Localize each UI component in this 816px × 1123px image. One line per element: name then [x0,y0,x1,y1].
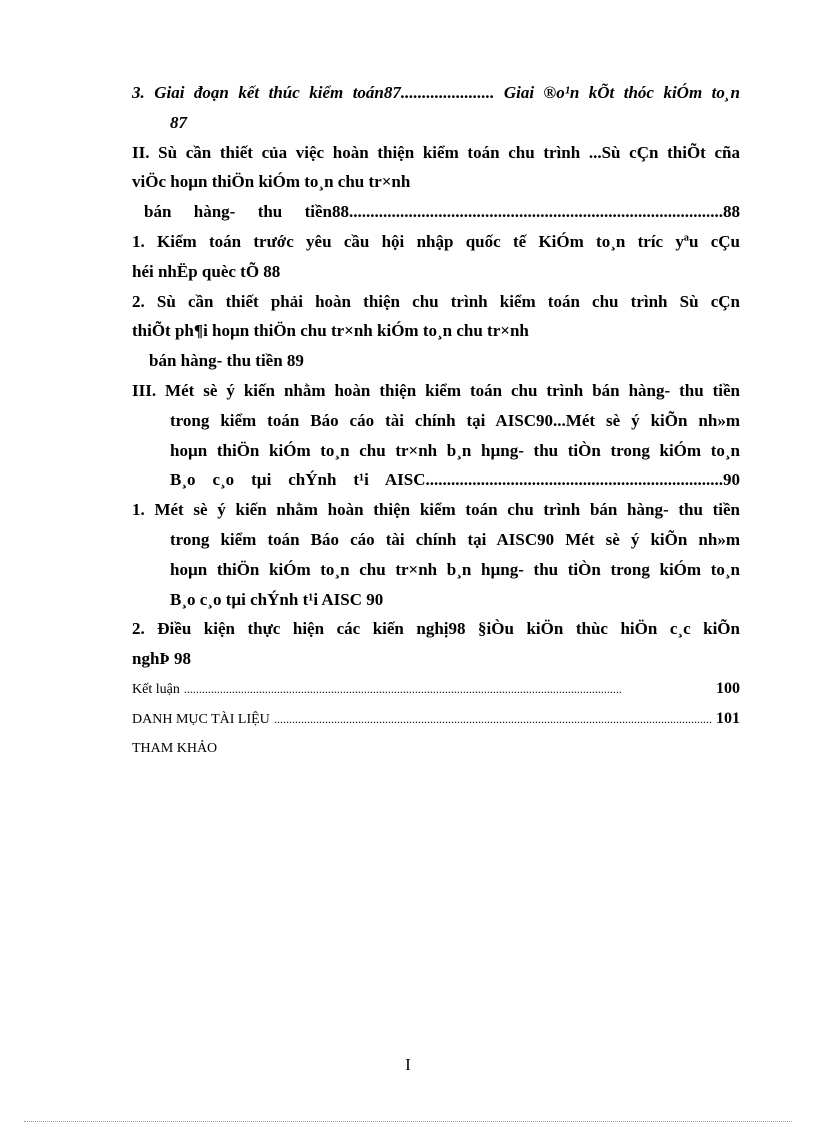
toc-page-number: 100 [716,679,740,697]
toc-line: hoµn thiÖn kiÓm to¸n chu tr×nh b¸n hµng- thu tiÒn trong kiÓm to¸n [170,440,740,460]
toc-entry-mot-so-y-kien-1[interactable] [132,495,740,614]
footer-divider [24,1121,792,1122]
toc-line: bán hàng- thu tiền88........................................................................................88 [144,202,740,222]
toc-entry-su-can-thiet-phai[interactable] [132,287,740,376]
page-number: I [405,1055,411,1074]
table-of-contents [132,78,740,763]
toc-line: trong kiểm toán Báo cáo tài chính tại AISC90...Mét sè ý kiÕn nh»m [170,410,740,430]
toc-line: B¸o c¸o tµi chÝnh t¹i AISC 90 [170,589,384,609]
toc-line: thiÕt ph¶i hoµn thiÖn chu tr×nh kiÓm to¸n chu tr×nh [132,321,529,341]
toc-leader-dots: .................................................................................................................................................. [274,711,712,726]
toc-entry-danh-muc-tai-lieu[interactable] [132,704,740,763]
toc-page-number: 101 [716,709,740,727]
toc-label: DANH MỤC TÀI LIỆU THAM KHẢO [132,711,270,756]
toc-line: viÖc hoµn thiÖn kiÓm to¸n chu tr×nh [132,172,411,192]
toc-entry-dieu-kien-thuc-hien[interactable] [132,614,740,674]
toc-entry-ket-luan[interactable] [132,674,740,704]
toc-line: 1. Mét sè ý kiến nhằm hoàn thiện kiểm toán chu trình bán hàng- thu tiền [132,500,740,520]
toc-line: 1. Kiểm toán trước yêu cầu hội nhập quốc tế KiÓm to¸n tríc yªu cÇu [132,231,740,251]
toc-entry-kiem-toan-truoc-yeu-cau[interactable] [132,227,740,287]
toc-line: trong kiểm toán Báo cáo tài chính tại AISC90 Mét sè ý kiÕn nh»m [170,529,740,549]
toc-entry-su-can-thiet[interactable] [132,138,740,227]
toc-line: III. Mét sè ý kiến nhằm hoàn thiện kiểm toán chu trình bán hàng- thu tiền [132,380,740,400]
toc-page-ref: 87 [170,112,187,132]
toc-line: B¸o c¸o tµi chÝnh t¹i AISC......................................................................90 [170,470,740,490]
toc-leader-dots: .................................................................................................................................................. [183,681,622,696]
toc-line: 2. Sù cần thiết phải hoàn thiện chu trình kiểm toán chu trình Sù cÇn [132,291,740,311]
toc-line: hoµn thiÖn kiÓm to¸n chu tr×nh b¸n hµng- thu tiÒn trong kiÓm to¸n [170,559,740,579]
toc-line: héi nhËp quèc tÕ 88 [132,261,281,281]
toc-entry-giai-doan-ket-thuc[interactable] [132,78,740,138]
toc-label: Kết luận [132,681,180,697]
toc-line: bán hàng- thu tiền 89 [149,351,304,371]
toc-line: nghÞ 98 [132,649,192,669]
toc-line: 2. Điều kiện thực hiện các kiến nghị98 §iÒu kiÖn thùc hiÖn c¸c kiÕn [132,619,740,639]
toc-line: II. Sù cần thiết của việc hoàn thiện kiểm toán chu trình ...Sù cÇn thiÕt cña [132,142,740,162]
toc-line: 3. Giai đoạn kết thúc kiểm toán87...................... Giai ®o¹n kÕt thóc kiÓm to¸n [132,83,740,102]
toc-entry-mot-so-y-kien-iii[interactable] [132,376,740,495]
